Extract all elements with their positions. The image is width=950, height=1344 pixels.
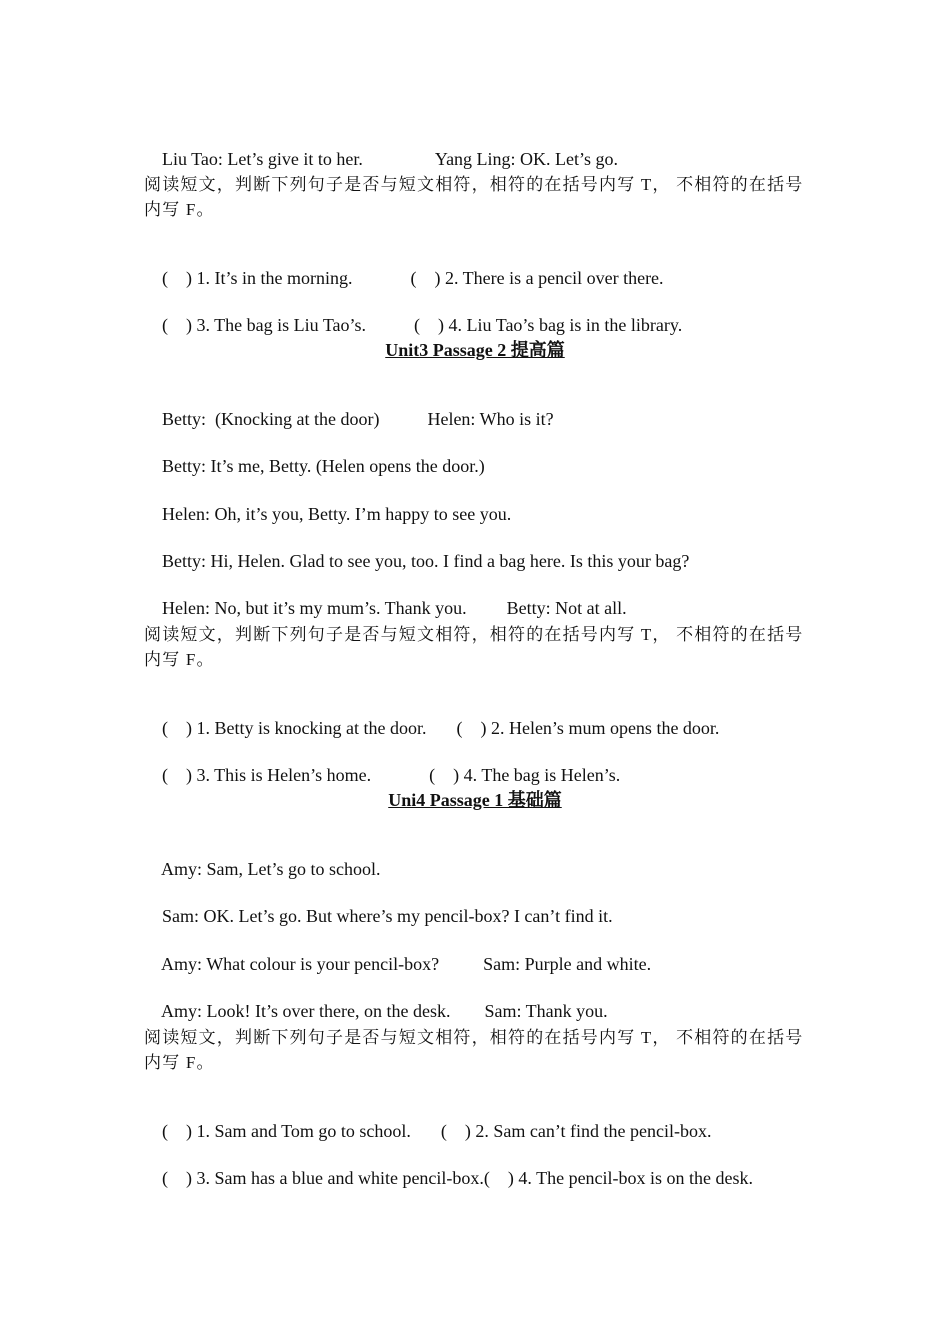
dialogue-text: Betty: Hi, Helen. Glad to see you, too. I find a bag here. Is this your bag?	[162, 551, 690, 571]
dialogue-speaker-a: Amy: What colour is your pencil-box?	[161, 954, 440, 974]
section-heading: Uni4 Passage 1 基础篇	[388, 790, 562, 810]
question-item: ( ) 2. There is a pencil over there.	[410, 268, 664, 288]
dialogue-speaker-b: Betty: Not at all.	[506, 598, 627, 618]
dialogue-text: Betty: It’s me, Betty. (Helen opens the door.)	[162, 456, 485, 476]
question-item: ( ) 4. The bag is Helen’s.	[429, 765, 621, 785]
dialogue-speaker-a: Liu Tao: Let’s give it to her.	[162, 149, 363, 169]
question-item: ( ) 2. Helen’s mum opens the door.	[456, 718, 720, 738]
question-item: ( ) 3. This is Helen’s home.	[162, 765, 372, 785]
question-item: ( ) 1. Sam and Tom go to school.	[162, 1121, 411, 1141]
dialogue-speaker-a: Helen: No, but it’s my mum’s. Thank you.	[162, 598, 467, 618]
section-heading: Unit3 Passage 2 提高篇	[385, 340, 565, 360]
question-item: ( ) 2. Sam can’t find the pencil-box.	[440, 1121, 712, 1141]
question-item: ( ) 4. The pencil-box is on the desk.	[483, 1168, 754, 1188]
question-row	[144, 1145, 753, 1211]
dialogue-speaker-b: Sam: Thank you.	[484, 1001, 608, 1021]
instruction-text: 阅读短文，判断下列句子是否与短文相符，相符的在括号内写 T， 不相符的在括号内写 F。	[144, 175, 804, 219]
question-item: ( ) 1. It’s in the morning.	[162, 268, 353, 288]
instruction-text: 阅读短文，判断下列句子是否与短文相符，相符的在括号内写 T， 不相符的在括号内写 F。	[144, 1028, 804, 1072]
dialogue-speaker-a: Amy: Look! It’s over there, on the desk.	[161, 1001, 451, 1021]
dialogue-speaker-a: Betty: (Knocking at the door)	[162, 409, 380, 429]
dialogue-speaker-b: Sam: Purple and white.	[483, 954, 652, 974]
instruction-text: 阅读短文，判断下列句子是否与短文相符，相符的在括号内写 T， 不相符的在括号内写 F。	[144, 625, 804, 669]
question-item: ( ) 4. Liu Tao’s bag is in the library.	[414, 315, 683, 335]
question-item: ( ) 1. Betty is knocking at the door.	[162, 718, 427, 738]
dialogue-text: Amy: Sam, Let’s go to school.	[161, 859, 381, 879]
dialogue-text: Helen: Oh, it’s you, Betty. I’m happy to see you.	[162, 504, 512, 524]
dialogue-speaker-b: Yang Ling: OK. Let’s go.	[434, 149, 619, 169]
dialogue-text: Sam: OK. Let’s go. But where’s my pencil-box? I can’t find it.	[162, 906, 613, 926]
dialogue-speaker-b: Helen: Who is it?	[427, 409, 554, 429]
question-item: ( ) 3. Sam has a blue and white pencil-box.	[162, 1168, 484, 1188]
question-item: ( ) 3. The bag is Liu Tao’s.	[162, 315, 367, 335]
